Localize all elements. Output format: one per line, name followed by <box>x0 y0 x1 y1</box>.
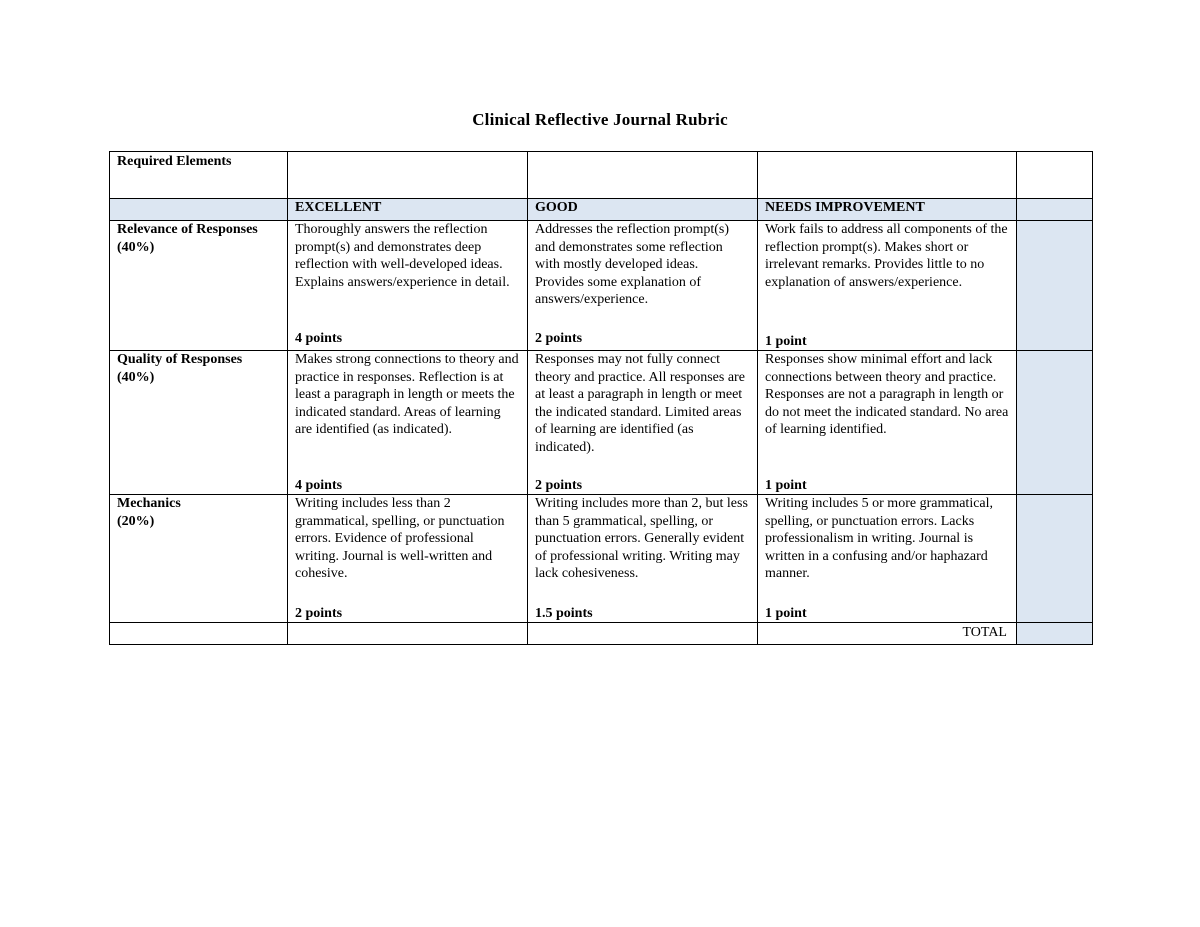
header-empty-cell <box>288 152 528 199</box>
score-cell <box>1017 221 1093 351</box>
criterion-row <box>110 221 1093 351</box>
excellent-cell <box>288 351 528 495</box>
needs-improvement-points: 1 point <box>765 605 807 621</box>
criterion-weight: (40%) <box>117 239 155 255</box>
criterion-label-cell <box>110 351 288 495</box>
needs-improvement-points: 1 point <box>765 477 807 493</box>
levels-row <box>110 199 1093 221</box>
good-points: 2 points <box>535 477 583 493</box>
criterion-label-cell <box>110 495 288 623</box>
criterion-weight: (20%) <box>117 513 155 529</box>
level-good-header: GOOD <box>528 199 758 221</box>
good-cell <box>528 351 758 495</box>
criterion-name: Quality of Responses <box>117 352 243 367</box>
total-empty-cell <box>528 623 758 645</box>
required-elements-cell <box>110 152 288 199</box>
good-cell <box>528 495 758 623</box>
level-excellent-header: EXCELLENT <box>288 199 528 221</box>
total-empty-cell <box>110 623 288 645</box>
excellent-points: 2 points <box>295 605 343 621</box>
good-description: Writing includes more than 2, but less than 5 grammatical, spelling, or punctuation errors. Generally evident of professional writing. Writing may lack cohesiveness. <box>535 496 748 581</box>
score-cell <box>1017 495 1093 623</box>
needs-improvement-description: Work fails to address all components of the reflection prompt(s). Makes short or irrelevant remarks. Provides little to no explanation of answers/experience. <box>765 222 1008 290</box>
criterion-name: Mechanics <box>117 496 181 511</box>
needs-improvement-cell <box>758 351 1017 495</box>
excellent-cell <box>288 495 528 623</box>
excellent-description: Makes strong connections to theory and practice in responses. Reflection is at least a paragraph in length or meets the indicated standard. Areas of learning are identified (as indicated). <box>295 352 519 437</box>
excellent-points: 4 points <box>295 330 343 346</box>
header-empty-cell <box>528 152 758 199</box>
header-row <box>110 152 1093 199</box>
total-label: TOTAL <box>758 623 1017 645</box>
criterion-label-cell <box>110 221 288 351</box>
good-description: Addresses the reflection prompt(s) and demonstrates some reflection with mostly developed ideas. Provides some explanation of answers/experience. <box>535 222 729 307</box>
good-points: 2 points <box>535 330 583 346</box>
needs-improvement-cell <box>758 495 1017 623</box>
good-description: Responses may not fully connect theory and practice. All responses are at least a paragraph in length or meet the indicated standard. Limited areas of learning are identified (as indicated). <box>535 352 745 455</box>
excellent-description: Writing includes less than 2 grammatical, spelling, or punctuation errors. Evidence of professional writing. Journal is well-written and cohesive. <box>295 496 505 581</box>
needs-improvement-description: Writing includes 5 or more grammatical, spelling, or punctuation errors. Lacks professionalism in writing. Journal is written in a confusing and/or haphazard manner. <box>765 496 994 581</box>
criterion-row <box>110 495 1093 623</box>
total-score-cell <box>1017 623 1093 645</box>
criterion-weight: (40%) <box>117 369 155 385</box>
level-needs-improvement-header: NEEDS IMPROVEMENT <box>758 199 1017 221</box>
levels-empty-cell <box>110 199 288 221</box>
good-cell <box>528 221 758 351</box>
good-points: 1.5 points <box>535 605 593 621</box>
rubric-table <box>109 151 1093 645</box>
total-row <box>110 623 1093 645</box>
document-title: Clinical Reflective Journal Rubric <box>472 110 728 129</box>
needs-improvement-points: 1 point <box>765 333 807 349</box>
score-column-header <box>1017 199 1093 221</box>
excellent-cell <box>288 221 528 351</box>
header-empty-cell <box>758 152 1017 199</box>
score-cell <box>1017 351 1093 495</box>
needs-improvement-cell <box>758 221 1017 351</box>
needs-improvement-description: Responses show minimal effort and lack connections between theory and practice. Responses are not a paragraph in length or do not meet the indicated standard. No area of learning identified. <box>765 352 1009 437</box>
header-empty-cell <box>1017 152 1093 199</box>
criterion-row <box>110 351 1093 495</box>
excellent-description: Thoroughly answers the reflection prompt(s) and demonstrates deep reflection with well-developed ideas. Explains answers/experience in detail. <box>295 222 510 290</box>
criterion-name: Relevance of Responses <box>117 222 258 237</box>
required-elements-label: Required Elements <box>117 154 232 169</box>
excellent-points: 4 points <box>295 477 343 493</box>
total-empty-cell <box>288 623 528 645</box>
